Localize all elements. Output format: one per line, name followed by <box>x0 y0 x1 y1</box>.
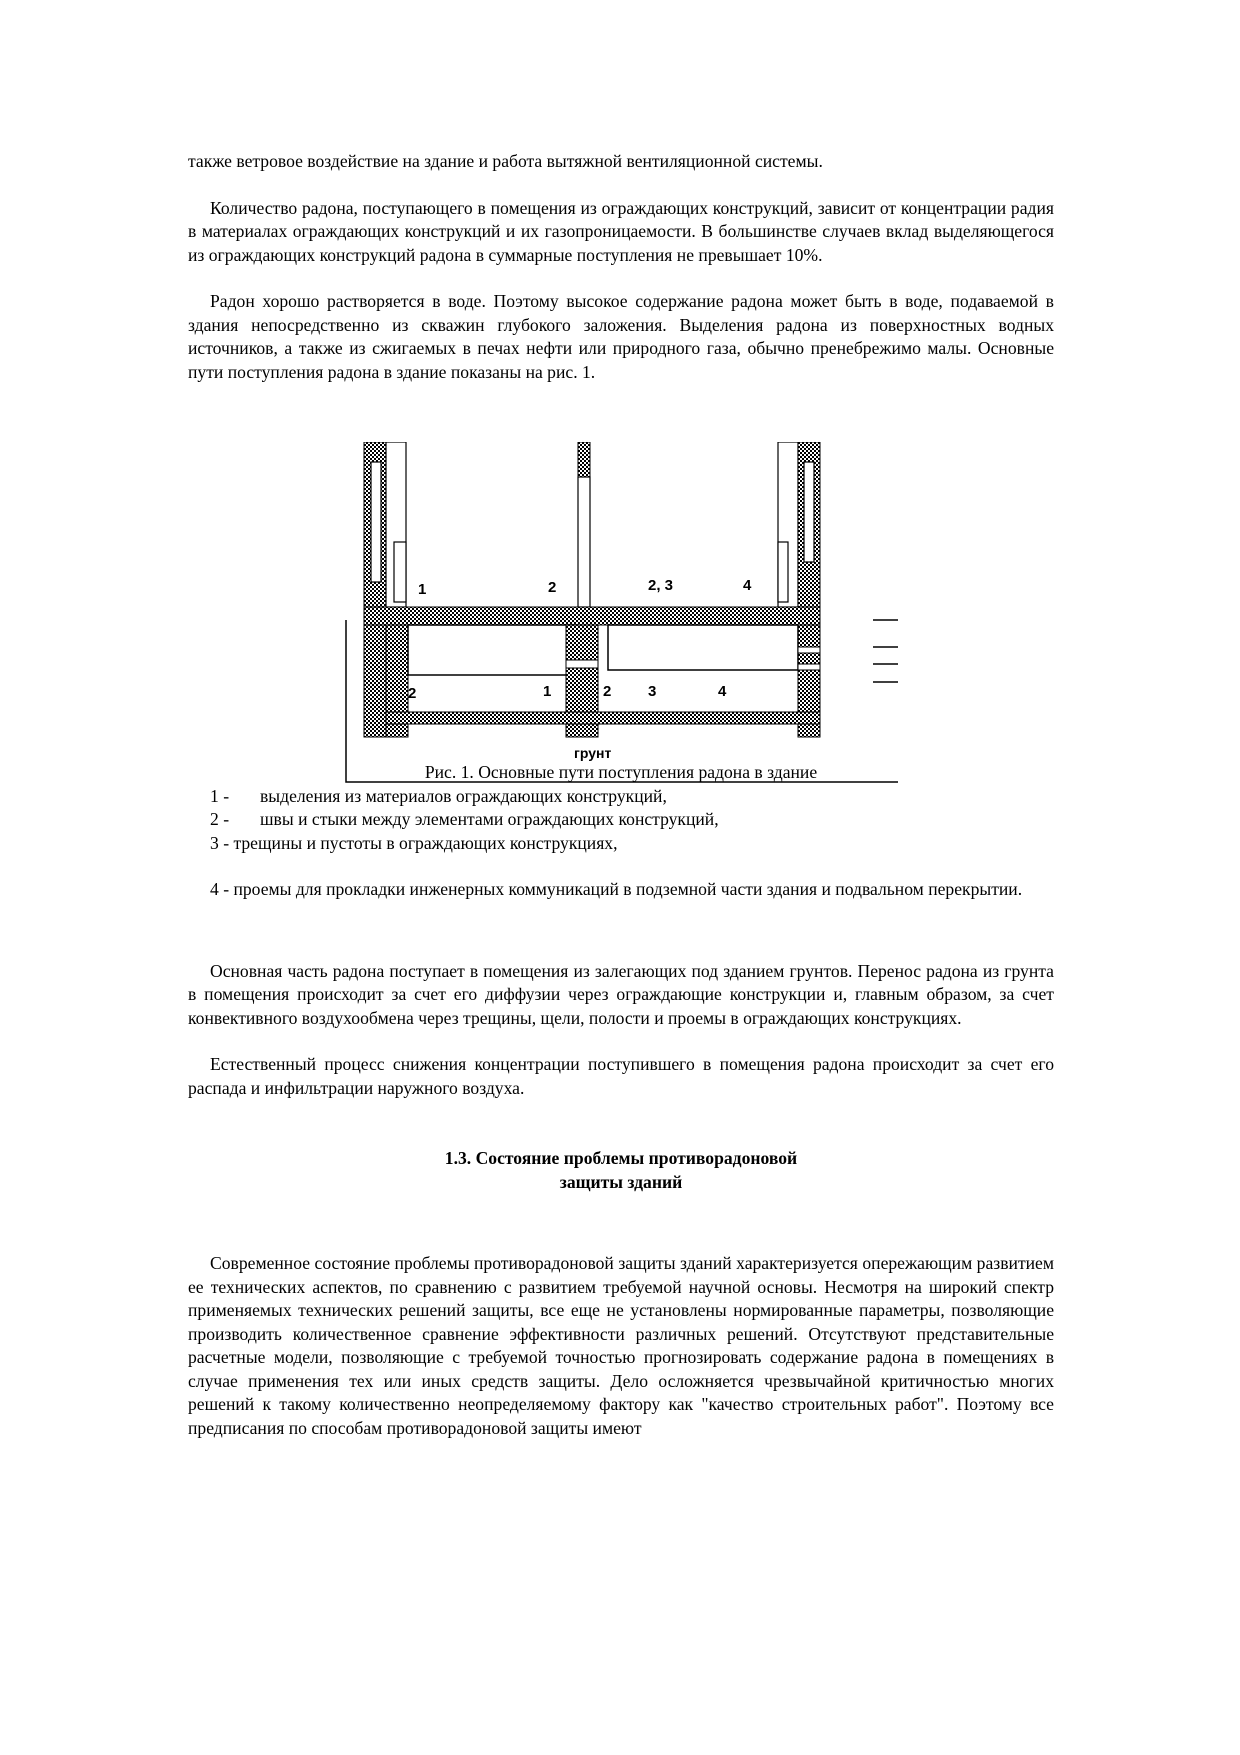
right-gap <box>798 647 820 653</box>
paragraph-radon-quantity: Количество радона, поступающего в помещения из ограждающих конструкций, зависит от концентрации радия в материалах ограждающих конструкций и их газопроницаемости. В большинстве случаев вклад выделяющегося из ограждающих конструкций радона в суммарные поступления не превышает 10%. <box>188 197 1054 265</box>
paragraph-natural-process: Естественный процесс снижения концентрации поступившего в помещения радона происходит за счет его распада и инфильтрации наружного воздуха. <box>188 1054 1054 1098</box>
label-upper-4: 4 <box>743 577 752 594</box>
label-lower-3: 3 <box>648 683 657 700</box>
label-upper-1: 1 <box>418 581 427 598</box>
label-lower-2a: 2 <box>408 685 417 702</box>
basement-right <box>608 625 798 670</box>
right-gap <box>798 664 820 670</box>
legend-item-4: 4 - проемы для прокладки инженерных коммуникаций в подземной части здания и подвальном перекрытии. <box>210 879 1023 899</box>
label-lower-1: 1 <box>543 683 552 700</box>
figure-radon-paths <box>188 384 1054 761</box>
legend-item-3: 3 - трещины и пустоты в ограждающих конструкциях, <box>210 832 618 853</box>
paragraph-main-radon: Основная часть радона поступает в помещения из залегающих под зданием грунтов. Перенос радона из грунта в помещения происходит за счет его диффузии через ограждающие конструкции и, главным образом, за счет конвективного воздухообмена через трещины, щели, полости и проемы в ограждающих конструкциях. <box>188 960 1054 1028</box>
label-upper-23: 2, 3 <box>648 577 674 594</box>
floor-slab <box>364 607 820 625</box>
document-page <box>188 150 1054 1440</box>
middle-wall-top <box>578 442 590 477</box>
building-section-diagram <box>338 442 898 792</box>
paragraph-modern-state: Современное состояние проблемы противорадоновой защиты зданий характеризуется опережающим развитием ее технических аспектов, по сравнению с развитием требуемой научной основы. Несмотря на широкий спектр применяемых технических решений защиты, все еще не установлены нормированные параметры, позволяющие производить количественное сравнение эффективности различных решений. Отсутствуют представительные расчетные модели, позволяющие с требуемой точностью прогнозировать содержание радона в помещениях в случае применения тех или иных средств защиты. Дело осложняется чрезвычайной критичностью многих решений к такому количественно неопределяемому фактору как "качество строительных работ". Поэтому все предписания по способам противорадоновой защиты имеют <box>188 1253 1054 1438</box>
left-window <box>371 462 381 582</box>
middle-wall <box>578 477 590 607</box>
right-insert <box>778 542 788 602</box>
label-lower-4: 4 <box>718 683 727 700</box>
center-gap <box>566 660 598 668</box>
label-upper-2: 2 <box>548 579 557 596</box>
legend-item-1: 1 - выделения из материалов ограждающих конструкций, <box>210 785 667 806</box>
basement-left <box>408 625 578 675</box>
left-insert <box>394 542 406 602</box>
paragraph-wind: также ветровое воздействие на здание и работа вытяжной вентиляционной системы. <box>188 151 823 171</box>
right-window <box>804 462 814 562</box>
section-heading: 1.3. Состояние проблемы противорадоновой защиты зданий <box>444 1148 798 1192</box>
figure-caption: Рис. 1. Основные пути поступления радона в здание <box>424 762 818 782</box>
basement-floor <box>386 712 820 724</box>
label-ground: грунт <box>574 745 612 761</box>
label-lower-2b: 2 <box>603 683 612 700</box>
paragraph-radon-water: Радон хорошо растворяется в воде. Поэтому высокое содержание радона может быть в воде, подаваемой в здания непосредственно из скважин глубокого заложения. Выделения радона из поверхностных водных источников, а также из сжигаемых в печах нефти или природного газа, обычно пренебрежимо малы. Основные пути поступления радона в здание показаны на рис. 1. <box>188 291 1054 382</box>
legend-item-2: 2 - швы и стыки между элементами ограждающих конструкций, <box>210 809 719 829</box>
